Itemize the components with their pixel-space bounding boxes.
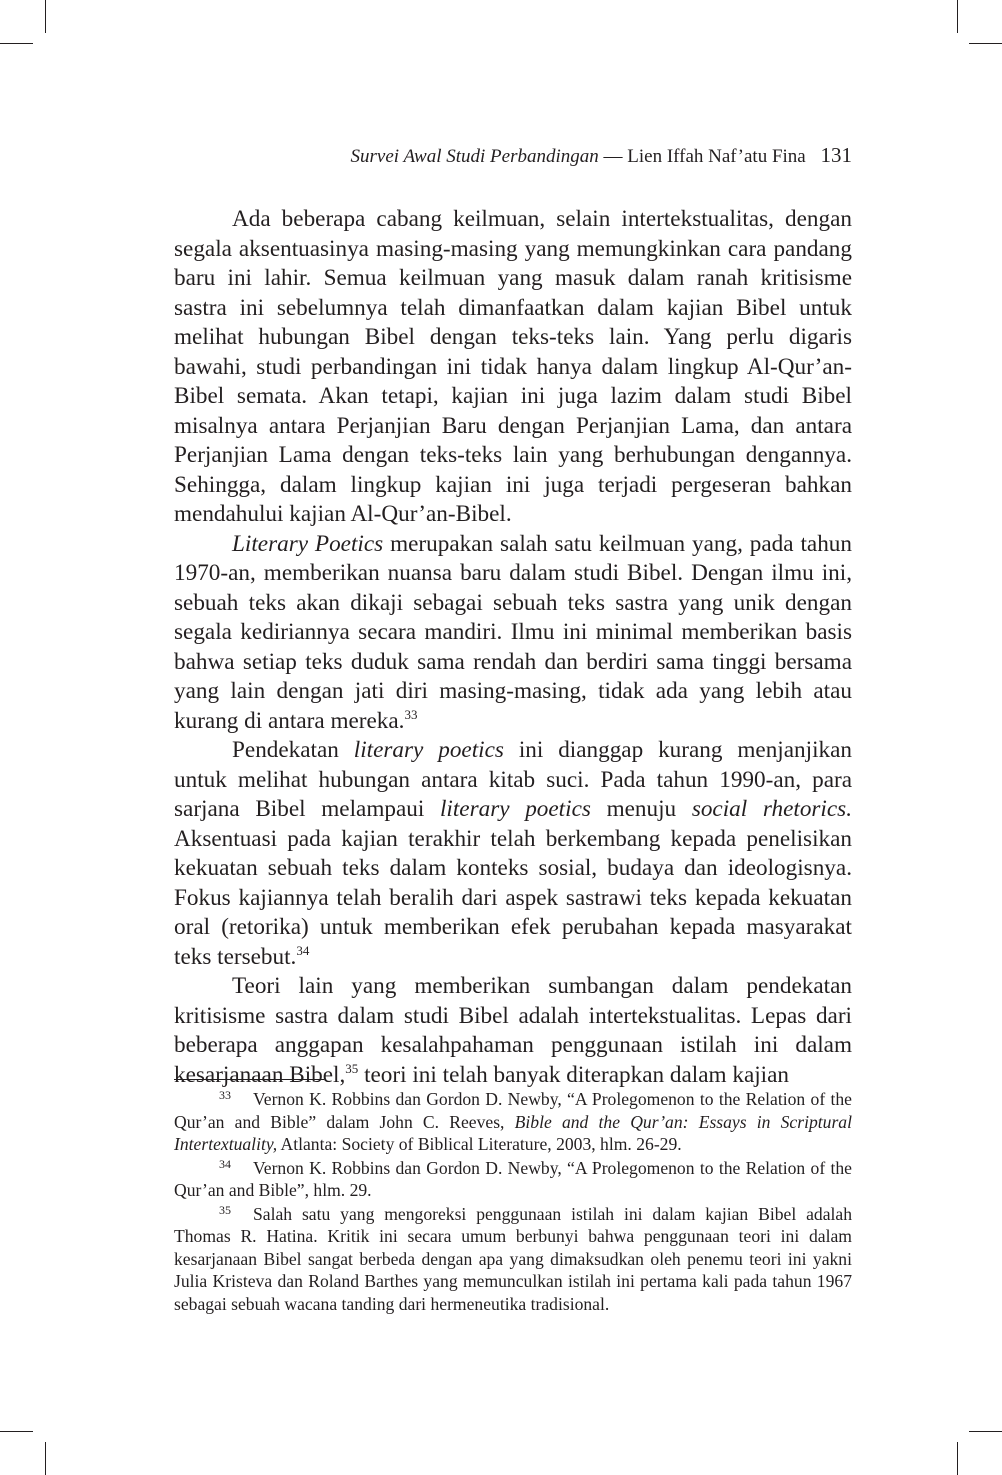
footnote-number: 34: [219, 1156, 231, 1171]
text-run: merupakan salah satu keilmuan yang, pada tahun 1970-an, memberikan nuansa baru dalam studi Bibel. Dengan ilmu ini, sebuah teks akan dikaji sebagai sebuah teks sastra yang unik dengan segala kediriannya secara mandiri. Ilmu ini minimal memberikan basis bahwa setiap teks duduk sama rendah dan berdiri sama tinggi bersama yang lain dengan jati diri masing-masing, tidak ada yang lebih atau kurang di antara mereka.: [174, 530, 852, 734]
crop-mark: [969, 43, 1002, 44]
italic-text: literary poetics: [353, 737, 504, 763]
text-run: Atlanta: Society of Biblical Literature, 2003, hlm. 26-29.: [277, 1134, 682, 1154]
text-run: ini dianggap kurang menjanjikan untuk melihat hubungan antara kitab suci. Pada tahun 1990-an, para sarjana Bibel melampaui: [174, 737, 852, 822]
italic-text: Bible and the Qur’an: Essays in Scriptural Intertextuality,: [174, 1111, 852, 1154]
running-head-title: Survei Awal Studi Perbandingan: [350, 146, 599, 167]
footnotes: [174, 1088, 852, 1316]
footnote-reference: 35: [345, 1060, 359, 1076]
paragraph: [174, 205, 852, 530]
text-run: Vernon K. Robbins dan Gordon D. Newby, “A Prolegomenon to the Relation of the Qur’an and Bible”, hlm. 29.: [174, 1157, 852, 1200]
footnote: [174, 1203, 852, 1316]
paragraph: [174, 736, 852, 972]
paragraph: [174, 972, 852, 1090]
running-head-author: Lien Iffah Naf’atu Fina: [627, 146, 806, 167]
paragraph: [174, 530, 852, 737]
running-head-separator: —: [603, 146, 623, 167]
footnote-rule: [174, 1079, 324, 1080]
crop-mark: [0, 1431, 33, 1432]
crop-mark: [957, 0, 958, 33]
crop-mark: [45, 1442, 46, 1475]
text-run: Aksentuasi pada kajian terakhir telah berkembang kepada penelisikan kekuatan sebuah teks dalam konteks sosial, budaya dan ideologisnya. Fokus kajiannya telah beralih dari aspek sastrawi teks kepada kekuatan oral (retorika) untuk memberikan efek perubahan kepada masyarakat teks tersebut.: [174, 825, 852, 970]
running-head: [174, 143, 852, 169]
page-number: 131: [820, 143, 852, 167]
text-run: Ada beberapa cabang keilmuan, selain intertekstualitas, dengan segala aksentuasinya masing-masing yang memungkinkan cara pandang baru ini lahir. Semua keilmuan yang masuk dalam ranah kritisisme sastra ini sebelumnya telah dimanfaatkan dalam kajian Bibel untuk melihat hubungan Bibel dengan teks-teks lain. Yang perlu digaris bawahi, studi perbandingan ini tidak hanya dalam lingkup Al-Qur’an-Bibel semata. Akan tetapi, kajian ini juga lazim dalam studi Bibel misalnya antara Perjanjian Baru dengan Perjanjian Lama, dan antara Perjanjian Lama dengan teks-teks lain yang berhubungan dengannya. Sehingga, dalam lingkup kajian ini juga terjadi pergeseran bahkan mendahului kajian Al-Qur’an-Bibel.: [174, 206, 852, 527]
footnote: [174, 1088, 852, 1156]
crop-mark: [957, 1442, 958, 1475]
italic-text: social rhetorics.: [691, 796, 852, 822]
crop-mark: [0, 43, 33, 44]
crop-mark: [969, 1431, 1002, 1432]
footnote: [174, 1157, 852, 1202]
text-run: Salah satu yang mengoreksi penggunaan istilah ini dalam kajian Bibel adalah Thomas R. Hatina. Kritik ini secara umum berbunyi bahwa penggunaan teori ini dalam kesarjanaan Bibel sangat berbeda dengan apa yang dimaksudkan oleh penemu teori ini yakni Julia Kristeva dan Roland Barthes yang memunculkan istilah ini pertama kali pada tahun 1967 sebagai sebuah wacana tanding dari hermeneutika tradisional.: [174, 1203, 852, 1314]
italic-text: literary poetics: [439, 796, 591, 822]
text-run: Teori lain yang memberikan sumbangan dalam pendekatan kritisisme sastra dalam studi Bibel adalah intertekstualitas. Lepas dari beberapa anggapan kesalahpahaman penggunaan istilah ini dalam kesarjanaan Bibel,: [174, 973, 852, 1088]
body-text: [174, 205, 852, 1090]
footnote-number: 33: [219, 1088, 231, 1102]
footnote-reference: 33: [404, 706, 418, 722]
text-run: teori ini telah banyak diterapkan dalam kajian: [358, 1061, 790, 1088]
text-run: Vernon K. Robbins dan Gordon D. Newby, “A Prolegomenon to the Relation of the Qur’an and Bible” dalam John C. Reeves,: [174, 1089, 852, 1132]
italic-text: Literary Poetics: [232, 530, 384, 557]
text-run: menuju: [590, 796, 692, 822]
crop-mark: [45, 0, 46, 33]
footnote-reference: 34: [296, 942, 310, 958]
footnote-number: 35: [219, 1202, 231, 1217]
text-run: Pendekatan: [232, 737, 354, 763]
